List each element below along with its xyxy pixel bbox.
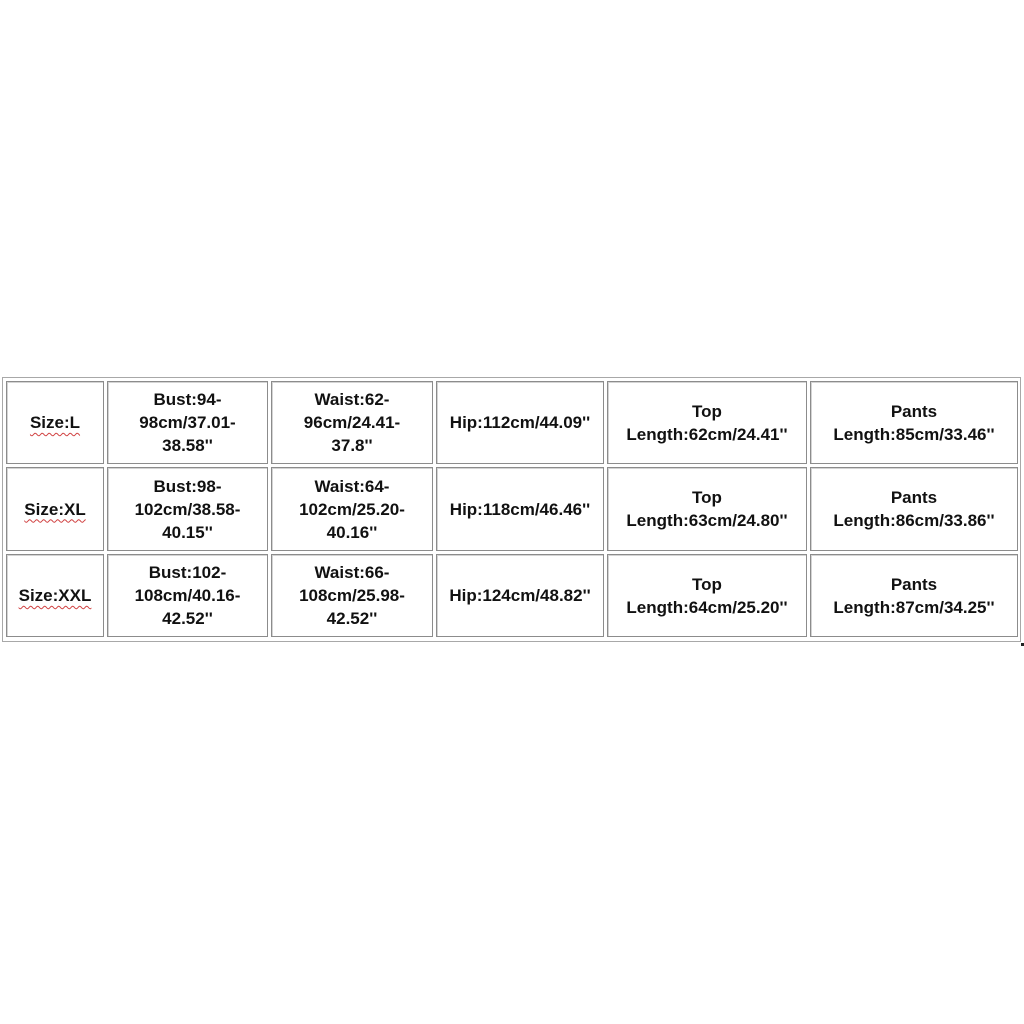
size-label: Size:L [29, 413, 81, 432]
table-cell-bust: Bust:98- 102cm/38.58- 40.15'' [107, 467, 268, 551]
table-cell-waist: Waist:64- 102cm/25.20- 40.16'' [271, 467, 433, 551]
table-cell-pants-length: Pants Length:87cm/34.25'' [810, 554, 1018, 637]
table-cell-size [6, 381, 104, 464]
table-cell-pants-length: Pants Length:86cm/33.86'' [810, 467, 1018, 551]
table-cell-top-length: Top Length:64cm/25.20'' [607, 554, 807, 637]
table-cell-size [6, 467, 104, 551]
table-cell-pants-length: Pants Length:85cm/33.46'' [810, 381, 1018, 464]
table-cell-hip: Hip:124cm/48.82'' [436, 554, 604, 637]
size-label: Size:XXL [18, 586, 92, 605]
size-chart-table [2, 377, 1021, 642]
table-cell-size [6, 554, 104, 637]
table-cell-waist: Waist:62- 96cm/24.41- 37.8'' [271, 381, 433, 464]
size-label: Size:XL [24, 499, 86, 519]
table-cell-waist: Waist:66- 108cm/25.98- 42.52'' [271, 554, 433, 637]
table-cell-top-length: Top Length:62cm/24.41'' [607, 381, 807, 464]
table-cell-bust: Bust:102- 108cm/40.16- 42.52'' [107, 554, 268, 637]
table-cell-hip: Hip:112cm/44.09'' [436, 381, 604, 464]
table-cell-bust: Bust:94- 98cm/37.01- 38.58'' [107, 381, 268, 464]
table-cell-hip: Hip:118cm/46.46'' [436, 467, 604, 551]
table-cell-top-length: Top Length:63cm/24.80'' [607, 467, 807, 551]
